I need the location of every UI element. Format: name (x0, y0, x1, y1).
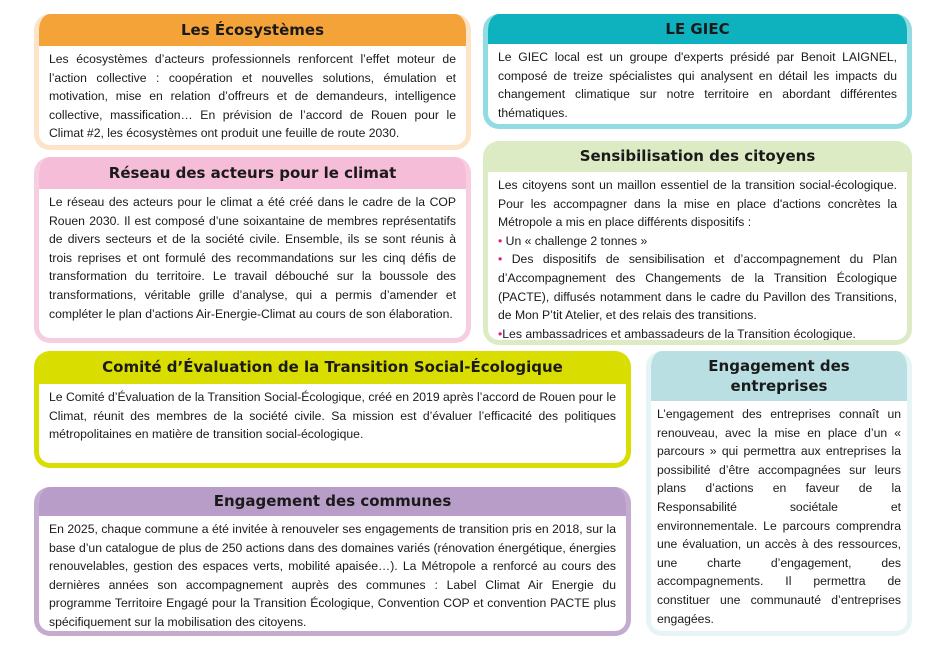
card-comite (34, 351, 631, 468)
list-item: •Les ambassadrices et ambassadeurs de la Transition écologique. (498, 326, 856, 341)
card-text: Le GIEC local est un groupe d'experts présidé par Benoit LAIGNEL, composé de treize spécialistes qui analysent en détail les impacts du changement climatique sur notre territoire en abordant différentes thématiques. (498, 50, 897, 120)
card-sensibilisation (483, 141, 912, 345)
card-title: Sensibilisation des citoyens (483, 141, 912, 172)
bullet-icon: • (498, 233, 503, 248)
list-item: • Un « challenge 2 tonnes » (498, 233, 648, 248)
card-text: Le Comité d’Évaluation de la Transition Social-Écologique, créé en 2019 après l’accord de Rouen pour le Climat, réunit des membres de la société civile. Sa mission est d’évaluer l’efficacité des politiques métropolitaines en matière de transition social-écologique. (49, 390, 616, 442)
card-title-line: Engagement des (708, 357, 850, 375)
card-title-line: entreprises (730, 377, 828, 395)
card-title: Réseau des acteurs pour le climat (34, 157, 471, 189)
card-title: Comité d’Évaluation de la Transition Social-Écologique (34, 351, 631, 384)
card-text: Le réseau des acteurs pour le climat a été créé dans le cadre de la COP Rouen 2030. Il est composé d’une soixantaine de membres représentatifs de divers secteurs et de la société civile. Ensemble, ils se sont réunis à trois reprises et ont formulé des recommandations sur les cinq défis de transformation du territoire. Le travail débouché sur la boussole des transformations, véritable grille d’analyse, qui a permis d’amender et compléter le plan d’actions Air-Energie-Climat au cours de son élaboration. (49, 195, 456, 321)
card-intro: Les citoyens sont un maillon essentiel de la transition social-écologique. Pour les accompagner dans la mise en place d'actions concrètes la Métropole a mis en place différents dispositifs : (498, 178, 897, 230)
list-item: • Des dispositifs de sensibilisation et d’accompagnement du Plan d’Accompagnement des Changements de la Transition Écologique (PACTE), diffusés notamment dans le cadre du Pavillon des Transitions, de Mon P’tit Atelier, et des relais des transitions. (498, 252, 897, 323)
bullet-icon: • (498, 326, 503, 341)
card-title: LE GIEC (483, 14, 912, 44)
card-text: L’engagement des entreprises connaît un renouveau, avec la mise en place d’un « parcours » qui permettra aux entreprises la possibilité d’être accompagnées sur leurs plans d’actions en faveur de la Responsabilité sociétale et environnementale. Le parcours comprendra une évaluation, un accès à des ressources, une charte d’engagement, des accompagnements. Il permettra de constituer une communauté d’entreprises engagées. (657, 407, 901, 626)
card-text: En 2025, chaque commune a été invitée à renouveler ses engagements de transition pris en 2018, sur la base d’un catalogue de plus de 250 actions dans des domaines variés (rénovation énergétique, énergies renouvelables, gestion des espaces verts, mobilité apaisée…). La Métropole a renforcé au cours des dernières années son accompagnement auprès des communes : Label Climat Air Energie du programme Territoire Engagé pour la Transition Écologique, Convention COP et convention PACTE plus spécifiquement sur la mobilisation des citoyens. (49, 522, 616, 629)
card-entreprises (646, 351, 912, 636)
card-title (646, 351, 912, 401)
card-title: Les Écosystèmes (34, 14, 471, 46)
card-text: Les écosystèmes d’acteurs professionnels renforcent l’effet moteur de l’action collective : coopération et nouvelles solutions, émulation et motivation, mise en relation d’offreurs et de demandeurs, intelligence collective, massification… En prévision de l’accord de Rouen pour le Climat #2, les écosystèmes ont produit une feuille de route 2030. (49, 52, 456, 141)
bullet-icon: • (498, 252, 503, 267)
card-title: Engagement des communes (34, 487, 631, 516)
card-giec (483, 14, 912, 129)
card-reseau (34, 157, 471, 343)
card-communes (34, 487, 631, 636)
card-ecosystemes (34, 14, 471, 150)
